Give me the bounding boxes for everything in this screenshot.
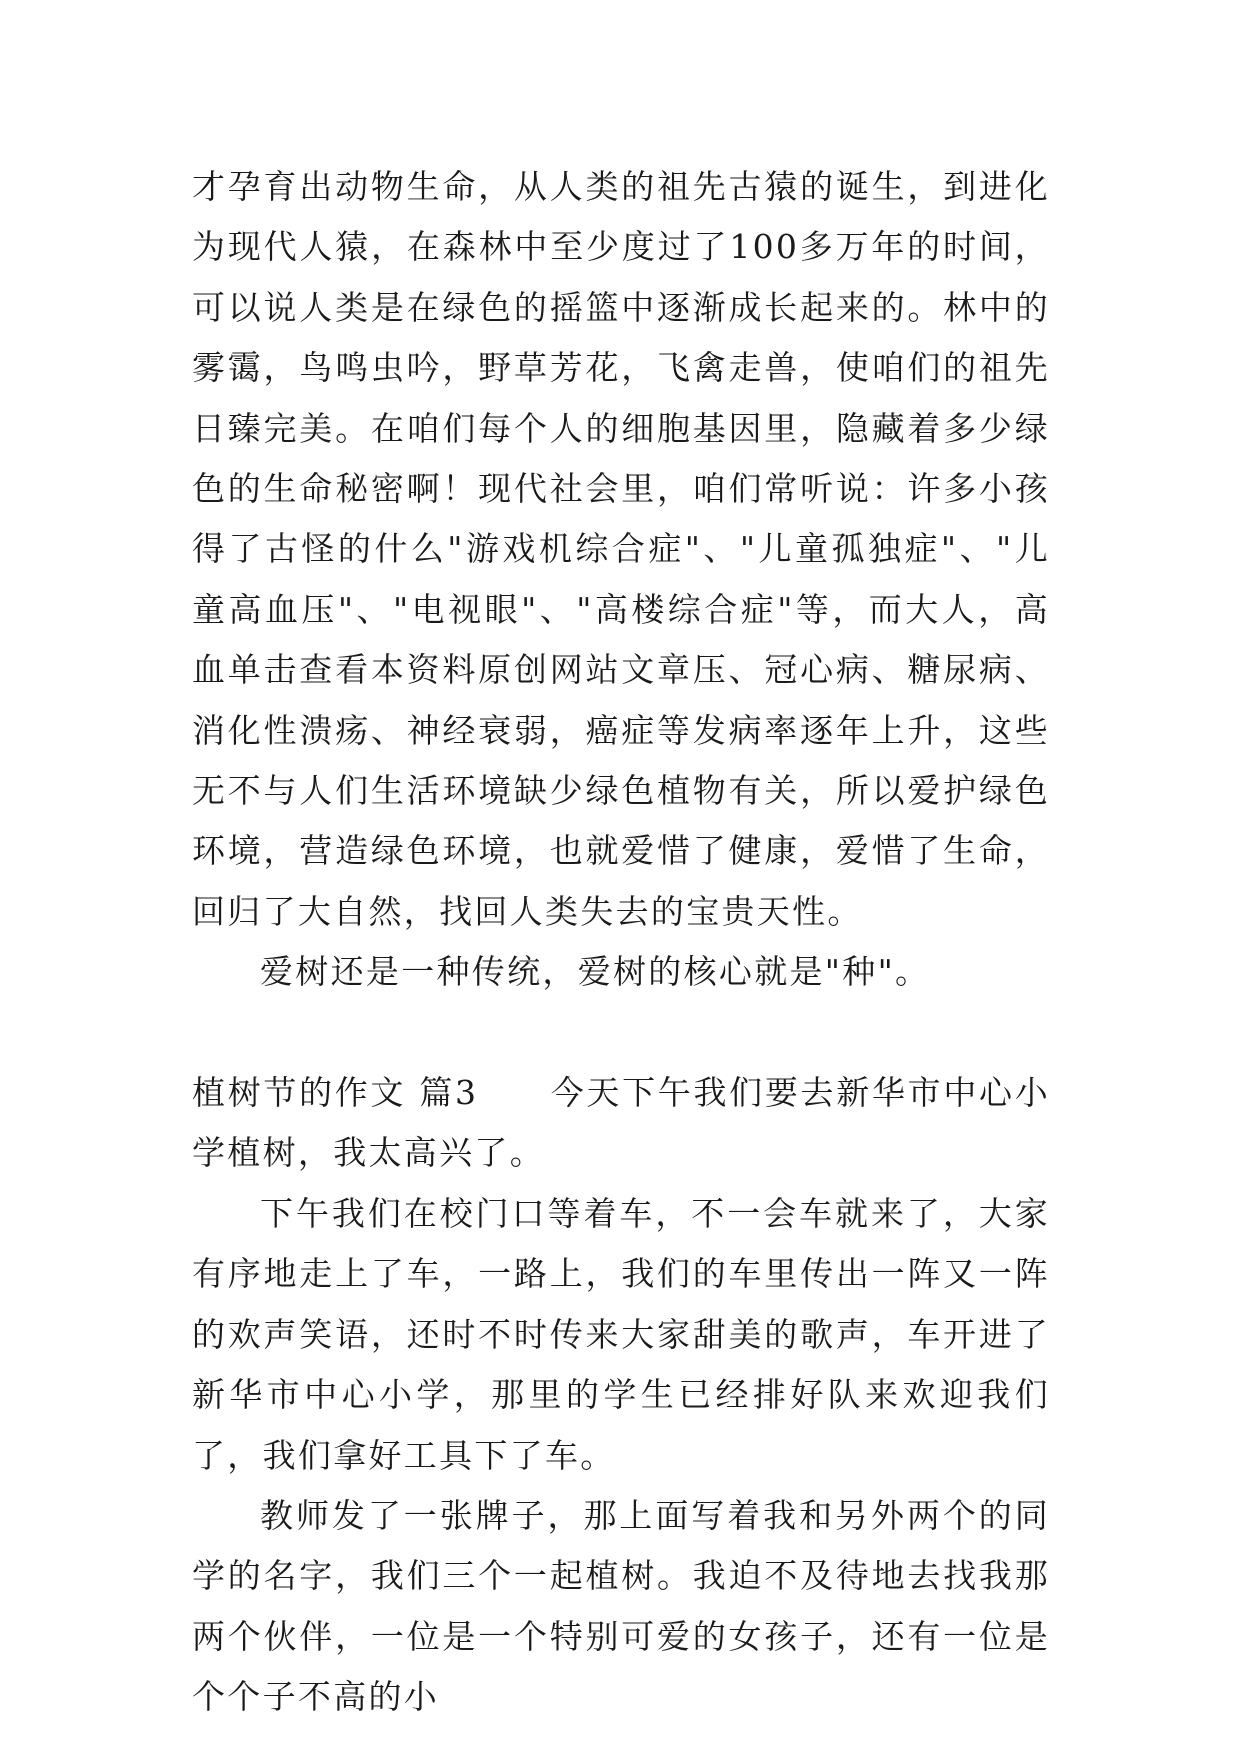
paragraph-tree-tradition: 爱树还是一种传统，爱树的核心就是"种"。	[260, 952, 931, 992]
section-heading-line	[192, 1063, 1050, 1184]
paragraph-continued: 才孕育出动物生命，从人类的祖先古猿的诞生，到进化为现代人猿，在森林中至少度过了100多万年的时间，可以说人类是在绿色的摇篮中逐渐成长起来的。林中的雾霭，鸟鸣虫吟，野草芳花，飞禽走兽，使咱们的祖先日臻完美。在咱们每个人的细胞基因里，隐藏着多少绿色的生命秘密啊！现代社会里，咱们常听说：许多小孩得了古怪的什么"游戏机综合症"、"儿童孤独症"、"儿童高血压"、"电视眼"、"高楼综合症"等，而大人，高血单击查看本资料原创网站文章压、冠心病、糖尿病、消化性溃疡、神经衰弱，癌症等发病率逐年上升，这些无不与人们生活环境缺少绿色植物有关，所以爱护绿色环境，营造绿色环境，也就爱惜了健康，爱惜了生命，回归了大自然，找回人类失去的宝贵天性。	[192, 167, 1050, 931]
body-text	[192, 157, 1050, 1728]
section-title: 植树节的作文 篇3	[192, 1073, 479, 1113]
paragraph-bus-ride: 下午我们在校门口等着车，不一会车就来了，大家有序地走上了车，一路上，我们的车里传出一阵又一阵的欢声笑语，还时不时传来大家甜美的歌声，车开进了新华市中心小学，那里的学生已经排好队来欢迎我们了，我们拿好工具下了车。	[192, 1193, 1050, 1475]
section-lead-text: 今天下午我们要去新华市中心小学植树，我太高兴了。	[192, 1073, 1051, 1173]
paragraph-teacher-sign: 教师发了一张牌子，那上面写着我和另外两个的同学的名字，我们三个一起植树。我迫不及待地去找我那两个伙伴，一位是一个特别可爱的女孩子，还有一位是个个子不高的小	[192, 1495, 1050, 1717]
